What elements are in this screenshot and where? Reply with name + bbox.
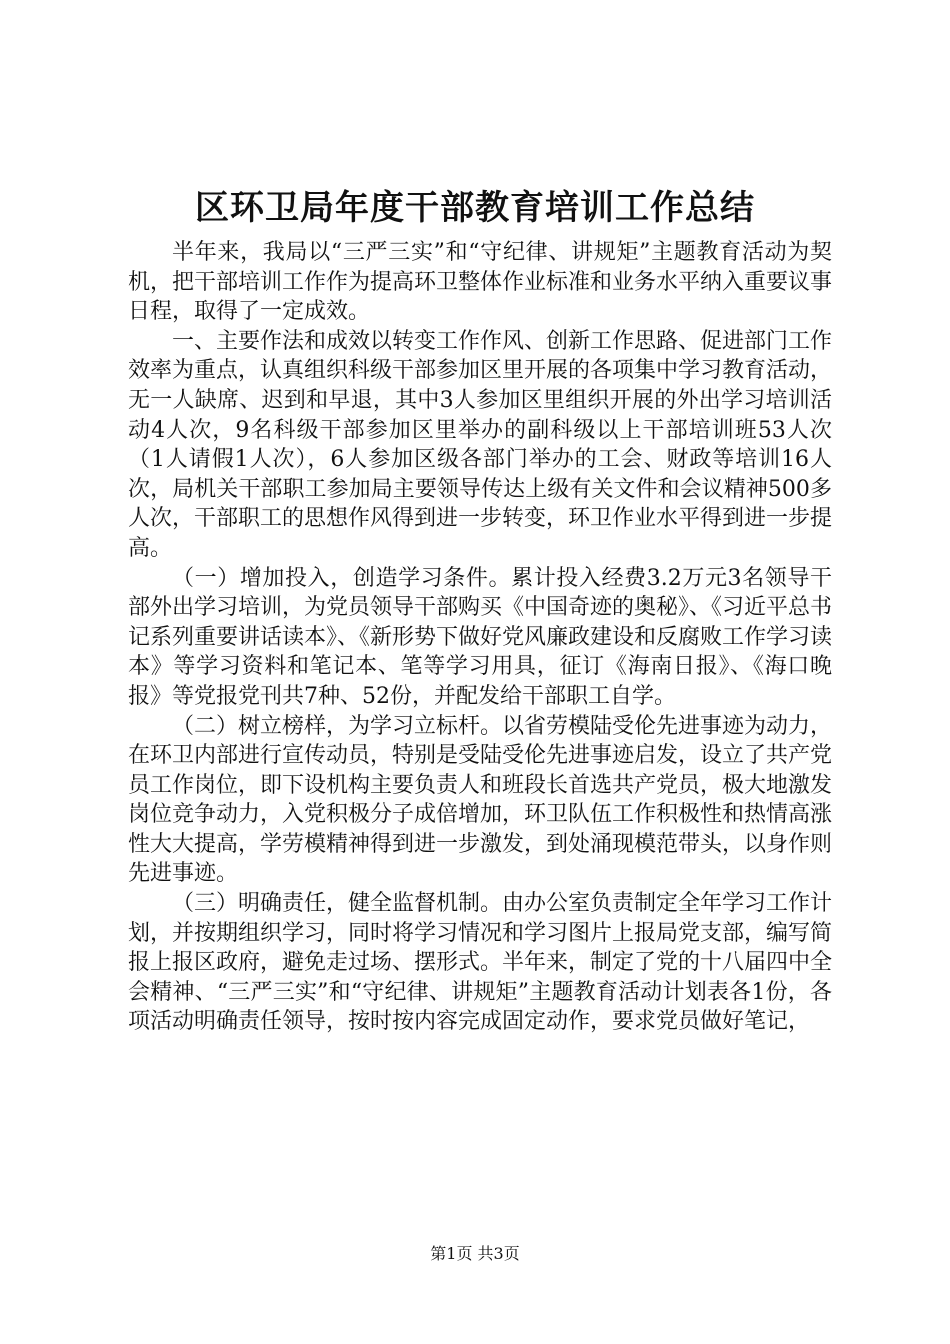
paragraph-set-example: （二）树立榜样，为学习立标杆。以省劳模陆受伦先进事迹为动力，在环卫内部进行宣传动员，特别是受陆受伦先进事迹启发，设立了共产党员工作岗位，即下设机构主要负责人和班段长首选共产党员，极大地激发岗位竞争动力，入党积极分子成倍增加，环卫队伍工作积极性和热情高涨性大大提高，学劳模精神得到进一步激发，到处涌现模范带头，以身作则先进事迹。	[128, 713, 833, 887]
document-body	[128, 238, 832, 1037]
document-title: 区环卫局年度干部教育培训工作总结	[195, 188, 755, 228]
paragraph-intro: 半年来，我局以“三严三实”和“守纪律、讲规矩”主题教育活动为契机，把干部培训工作作为提高环卫整体作业标准和业务水平纳入重要议事日程，取得了一定成效。	[128, 240, 833, 325]
page-footer: 第1页 共3页	[430, 1244, 520, 1263]
paragraph-clear-responsibility: （三）明确责任，健全监督机制。由办公室负责制定全年学习工作计划，并按期组织学习，同时将学习情况和学习图片上报局党支部，编写简报上报区政府，避免走过场、摆形式。半年来，制定了党的十八届四中全会精神、“三严三实”和“守纪律、讲规矩”主题教育活动计划表各1份，各项活动明确责任领导，按时按内容完成固定动作，要求党员做好笔记，	[128, 891, 833, 1035]
paragraph-main-methods: 一、主要作法和成效以转变工作作风、创新工作思路、促进部门工作效率为重点，认真组织科级干部参加区里开展的各项集中学习教育活动，无一人缺席、迟到和早退，其中3人参加区里组织开展的外出学习培训活动4人次，9名科级干部参加区里举办的副科级以上干部培训班53人次（1人请假1人次），6人参加区级各部门举办的工会、财政等培训16人次，局机关干部职工参加局主要领导传达上级有关文件和会议精神500多人次，干部职工的思想作风得到进一步转变，环卫作业水平得到进一步提高。	[128, 328, 833, 561]
paragraph-increase-investment: （一）增加投入，创造学习条件。累计投入经费3.2万元3名领导干部外出学习培训，为党员领导干部购买《中国奇迹的奥秘》、《习近平总书记系列重要讲话读本》、《新形势下做好党风廉政建设和反腐败工作学习读本》等学习资料和笔记本、笔等学习用具，征订《海南日报》、《海口晚报》等党报党刊共7种、52份，并配发给干部职工自学。	[128, 565, 833, 709]
